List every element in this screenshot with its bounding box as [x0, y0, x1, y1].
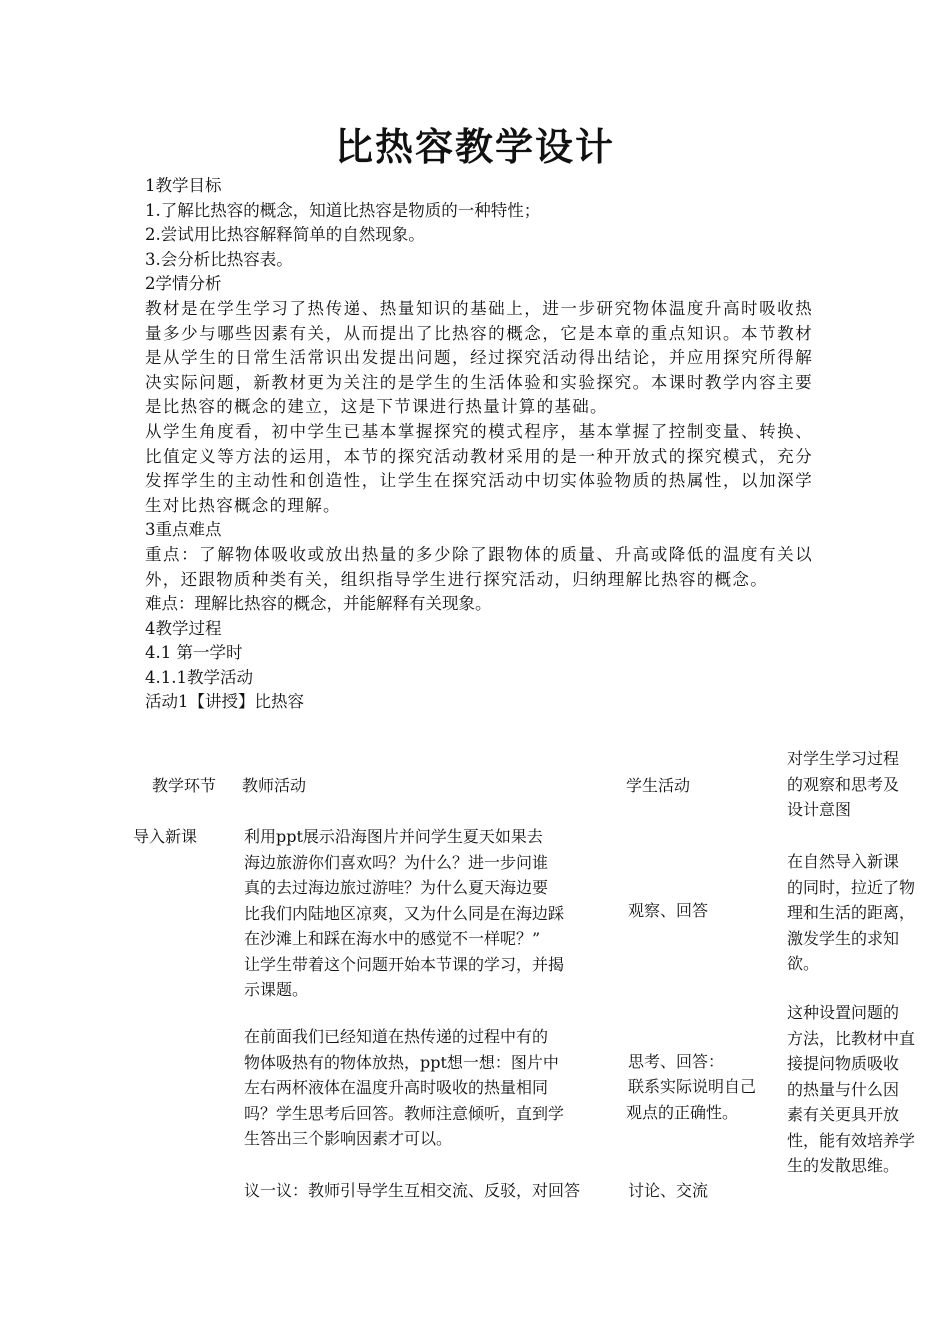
- design-intent-line: 素有关更具开放: [787, 1105, 900, 1124]
- goal-item-3: 3.会分析比热容表。: [145, 249, 293, 269]
- design-intent-line: 理和生活的距离，: [787, 903, 916, 922]
- design-intent-1: [787, 849, 937, 977]
- teacher-activity-line: 吗？学生思考后回答。教师注意倾听，直到学: [244, 1103, 565, 1123]
- section-heading-analysis: 2学情分析: [145, 274, 222, 294]
- table-header-student: 学生活动: [626, 776, 691, 795]
- teacher-activity-line: 比我们内陆地区凉爽，又为什么同是在海边踩: [244, 903, 565, 923]
- analysis-paragraph-1: 教材是在学生学习了热传递、热量知识的基础上，进一步研究物体温度升高时吸收热量多少与哪些因素有关，从而提出了比热容的概念，它是本章的重点知识。本节教材是从学生的日常生活常识出发提出问题，经过探究活动得出结论，并应用探究所得解决实际问题，新教材更为关注的是学生的生活体验和实验探究。本课时教学内容主要是比热容的概念的建立，这是下节课进行热量计算的基础。: [145, 298, 813, 417]
- student-activity-2: 思考、回答：: [628, 1052, 725, 1071]
- header-intent-line: 对学生学习过程: [787, 749, 900, 768]
- design-intent-line: 的热量与什么因: [787, 1079, 900, 1099]
- teacher-activity-line: 让学生带着这个问题开始本节课的学习，并揭: [244, 954, 565, 974]
- design-intent-line: 方法，比教材中直: [787, 1028, 916, 1048]
- teacher-activity-3: 议一议：教师引导学生互相交流、反驳，对回答: [244, 1181, 581, 1200]
- teacher-activity-line: 示课题。: [244, 980, 309, 999]
- table-header-stage: 教学环节: [152, 776, 217, 795]
- student-activity-1: 观察、回答: [628, 901, 709, 920]
- lesson-heading: 4.1 第一学时: [145, 643, 243, 663]
- header-intent-line: 设计意图: [787, 800, 852, 819]
- design-intent-line: 性，能有效培养学: [787, 1130, 916, 1150]
- teacher-activity-line: 海边旅游你们喜欢吗？为什么？进一步问谁: [244, 852, 549, 872]
- goal-item-2: 2.尝试用比热容解释简单的自然现象。: [145, 225, 425, 245]
- design-intent-line: 在自然导入新课: [787, 852, 900, 871]
- design-intent-line: 接提问物质吸收: [787, 1054, 900, 1073]
- table-header-intent: [787, 746, 937, 823]
- design-intent-line: 的同时，拉近了物: [787, 877, 916, 897]
- teacher-activity-line: 在沙滩上和踩在海水中的感觉不一样呢？”: [244, 929, 541, 948]
- activities-heading: 4.1.1教学活动: [145, 667, 253, 687]
- analysis-paragraph-2: 从学生角度看，初中学生已基本掌握探究的模式程序，基本掌握了控制变量、转换、比值定义等方法的运用，本节的探究活动教材采用的是一种开放式的探究模式，充分发挥学生的主动性和创造性，让学生在探究活动中切实体验物质的热属性，以加深学生对比热容概念的理解。: [145, 421, 813, 515]
- design-intent-line: 这种设置问题的: [787, 1003, 900, 1022]
- header-intent-line: 的观察和思考及: [787, 774, 900, 794]
- table-header-teacher: 教师活动: [242, 776, 307, 795]
- student-activity-3: 联系实际说明自己: [628, 1077, 757, 1096]
- teacher-activity-line: 利用ppt展示沿海图片并问学生夏天如果去: [244, 827, 543, 846]
- difficulty-paragraph: 难点：理解比热容的概念，并能解释有关现象。: [145, 594, 492, 614]
- goal-item-1: 1.了解比热容的概念，知道比热容是物质的一种特性；: [145, 200, 541, 220]
- teacher-activity-line: 在前面我们已经知道在热传递的过程中有的: [244, 1027, 549, 1046]
- table-stage-cell: 导入新课: [133, 827, 198, 846]
- teacher-activity-1: [244, 824, 624, 1003]
- section-heading-goals: 1教学目标: [145, 176, 222, 195]
- design-intent-line: 激发学生的求知: [787, 928, 900, 948]
- teacher-activity-2: [244, 1024, 624, 1152]
- document-body: [145, 174, 813, 715]
- section-heading-process: 4教学过程: [145, 618, 222, 638]
- keypoint-paragraph: 重点：了解物体吸收或放出热量的多少除了跟物体的质量、升高或降低的温度有关以外，还跟物质种类有关，组织指导学生进行探究活动，归纳理解比热容的概念。: [145, 544, 813, 589]
- teacher-activity-line: 左右两杯液体在温度升高时吸收的热量相同: [244, 1078, 549, 1097]
- document-title: 比热容教学设计: [334, 125, 615, 169]
- activity-title: 活动1【讲授】比热容: [145, 692, 304, 712]
- teacher-activity-line: 真的去过海边旅过游哇？为什么夏天海边要: [244, 878, 549, 897]
- section-heading-keypoints: 3重点难点: [145, 520, 222, 540]
- teacher-activity-line: 生答出三个影响因素才可以。: [244, 1129, 453, 1148]
- student-activity-5: 讨论、交流: [628, 1181, 709, 1200]
- design-intent-line: 生的发散思维。: [787, 1156, 900, 1175]
- teacher-activity-line: 物体吸热有的物体放热，ppt想一想：图片中: [244, 1052, 559, 1072]
- student-activity-4: 观点的正确性。: [626, 1103, 739, 1122]
- design-intent-line: 欲。: [787, 954, 820, 973]
- design-intent-2: [787, 1000, 937, 1179]
